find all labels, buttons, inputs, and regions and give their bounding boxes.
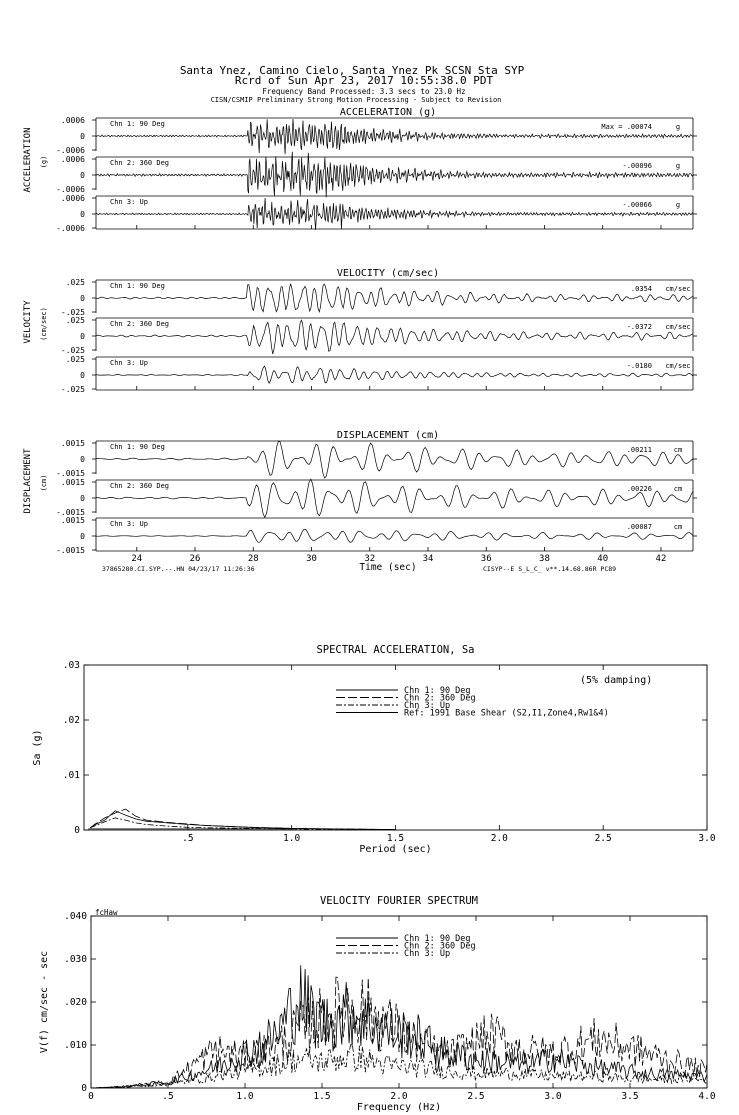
displacement-ytick-label: -.0015 (56, 546, 85, 555)
displacement-channel-label: Chn 2: 360 Deg (110, 482, 170, 490)
acceleration-trace-channel-3 (96, 198, 693, 230)
displacement-peak-label: .00211 (626, 446, 652, 454)
fourier-series-2 (91, 977, 707, 1088)
fourier-xtick-label: 2.5 (467, 1091, 485, 1102)
spectral-title: SPECTRAL ACCELERATION, Sa (316, 644, 475, 656)
acceleration-ytick-label: -.0006 (56, 224, 85, 233)
displacement-ytick-label: 0 (80, 494, 85, 503)
time-xtick-label: 30 (306, 554, 317, 564)
velocity-peak-unit: cm/sec (665, 362, 691, 370)
velocity-ytick-label: 0 (80, 371, 85, 380)
spectral-xtick-label: 2.0 (490, 833, 508, 844)
fourier-ytick-label: .040 (64, 911, 87, 922)
fourier-legend-label: Chn 3: Up (404, 949, 451, 959)
fourier-title: VELOCITY FOURIER SPECTRUM (319, 895, 479, 907)
acceleration-peak-unit: g (675, 201, 681, 209)
acceleration-ytick-label: .0006 (60, 155, 85, 164)
fourier-ytick-label: .010 (64, 1040, 87, 1051)
footer-left-label: 37865280.CI.SYP.--.HN 04/23/17 11:26:36 (102, 565, 255, 573)
velocity-ylabel: VELOCITY (23, 300, 33, 344)
velocity-ytick-label: 0 (80, 332, 85, 341)
footer-right-label: CISYP--E S_L_C_ v**.14.68.86R PC89 (483, 565, 617, 573)
fourier-ytick-label: .020 (64, 997, 87, 1008)
time-xtick-label: 28 (247, 554, 259, 564)
spectral-ylabel: Sa (g) (32, 729, 43, 766)
displacement-ytick-label: .0015 (60, 478, 85, 487)
acceleration-channel-label: Chn 1: 90 Deg (110, 120, 165, 128)
velocity-ytick-label: -.025 (60, 308, 85, 317)
header-line-4: CISN/CSMIP Preliminary Strong Motion Processing - Subject to Revision (210, 96, 502, 104)
displacement-title: DISPLACEMENT (cm) (336, 430, 440, 441)
fourier-xlabel: Frequency (Hz) (356, 1102, 442, 1113)
spectral-xtick-label: 3.0 (698, 833, 716, 844)
displacement-ylabel: DISPLACEMENT (23, 448, 33, 514)
acceleration-peak-label: -.00066 (622, 201, 652, 209)
velocity-channel-label: Chn 3: Up (110, 359, 148, 367)
acceleration-peak-unit: g (675, 123, 681, 131)
time-xtick-label: 26 (189, 554, 201, 564)
spectral-legend-label: Chn 1: 90 Deg (404, 686, 471, 696)
displacement-ytick-label: 0 (80, 455, 85, 464)
time-xtick-label: 36 (480, 554, 492, 564)
velocity-peak-unit: cm/sec (665, 323, 691, 331)
velocity-trace-channel-3 (96, 366, 693, 383)
fourier-xtick-label: 1.5 (313, 1091, 331, 1102)
spectral-xtick-label: 1.0 (283, 833, 301, 844)
acceleration-trace-channel-2 (96, 152, 693, 198)
acceleration-ylabel: ACCELERATION (23, 127, 33, 193)
acceleration-ytick-label: 0 (80, 171, 85, 180)
velocity-ytick-label: .025 (65, 316, 85, 325)
displacement-peak-unit: cm (673, 485, 683, 493)
spectral-legend-label: Chn 2: 360 Deg (404, 693, 476, 704)
displacement-peak-unit: cm (673, 523, 683, 531)
acceleration-ytick-label: -.0006 (56, 146, 85, 155)
velocity-channel-label: Chn 1: 90 Deg (110, 282, 165, 290)
fourier-xtick-label: .5 (162, 1091, 174, 1102)
fourier-ytick-label: .030 (64, 954, 87, 965)
acceleration-ytick-label: -.0006 (56, 185, 85, 194)
spectral-xtick-label: .5 (182, 833, 194, 844)
acceleration-peak-unit: g (675, 162, 681, 170)
displacement-trace-channel-2 (96, 479, 693, 517)
spectral-ytick-label: 0 (74, 825, 80, 836)
fourier-xtick-label: 0 (88, 1091, 94, 1102)
velocity-peak-label: -.0372 (626, 323, 652, 331)
spectral-acceleration-panel (32, 644, 716, 855)
velocity-trace-channel-2 (96, 320, 693, 354)
spectral-ytick-label: .01 (62, 770, 80, 781)
time-xtick-label: 40 (597, 554, 609, 564)
displacement-ytick-label: .0015 (60, 516, 85, 525)
displacement-channel-label: Chn 1: 90 Deg (110, 443, 165, 451)
spectral-ytick-label: .02 (62, 715, 80, 726)
acceleration-ytick-label: .0006 (60, 116, 85, 125)
acceleration-ytick-label: 0 (80, 210, 85, 219)
velocity-ytick-label: .025 (65, 278, 85, 287)
spectral-xtick-label: 1.5 (386, 833, 405, 844)
displacement-ytick-label: -.0015 (56, 508, 85, 517)
displacement-ytick-label: 0 (80, 532, 85, 541)
spectral-xtick-label: 2.5 (594, 833, 612, 844)
velocity-peak-label: -.0180 (626, 362, 652, 370)
velocity-peak-label: .0354 (630, 285, 652, 293)
acceleration-ytick-label: 0 (80, 132, 85, 141)
velocity-channel-label: Chn 2: 360 Deg (110, 320, 170, 328)
time-axis-label: Time (sec) (359, 562, 417, 573)
spectral-series-3 (90, 818, 395, 830)
fourier-corner-label: fcHaw (95, 908, 118, 917)
spectral-xlabel: Period (sec) (359, 844, 432, 855)
fourier-ytick-label: 0 (81, 1083, 87, 1094)
displacement-peak-label: .00226 (626, 485, 652, 493)
displacement-ytick-label: .0015 (60, 439, 85, 448)
time-history-panels (23, 107, 697, 564)
velocity-peak-unit: cm/sec (665, 285, 691, 293)
displacement-peak-unit: cm (673, 446, 683, 454)
time-xtick-label: 32 (364, 554, 376, 564)
spectral-ytick-label: .03 (62, 660, 80, 671)
fourier-legend-label: Chn 2: 360 Deg (404, 941, 476, 952)
displacement-trace-channel-1 (96, 441, 693, 478)
displacement-unit-label: (cm) (40, 474, 48, 492)
fourier-xtick-label: 3.0 (544, 1091, 562, 1102)
time-xtick-label: 24 (131, 554, 143, 564)
velocity-fourier-panel (39, 895, 716, 1113)
acceleration-peak-label: -.00096 (622, 162, 652, 170)
displacement-channel-label: Chn 3: Up (110, 520, 148, 528)
time-xtick-label: 34 (422, 554, 434, 564)
fourier-ylabel: V(f) cm/sec - sec (39, 950, 50, 1054)
spectral-legend-label: Chn 3: Up (404, 701, 451, 711)
spectral-legend-label: Ref: 1991 Base Shear (S2,I1,Zone4,Rw1&4) (404, 708, 609, 719)
acceleration-ytick-label: .0006 (60, 194, 85, 203)
acceleration-title: ACCELERATION (g) (339, 107, 437, 118)
acceleration-peak-label: Max = .00074 (601, 123, 652, 131)
acceleration-unit-label: (g) (40, 155, 48, 169)
header-line-1: Santa Ynez, Camino Cielo, Santa Ynez Pk SCSN Sta SYP (179, 64, 525, 77)
velocity-trace-channel-1 (96, 284, 693, 312)
velocity-ytick-label: -.025 (60, 346, 85, 355)
header-line-2: Rcrd of Sun Apr 23, 2017 10:55:38.0 PDT (234, 74, 494, 87)
fourier-xtick-label: 1.0 (236, 1091, 254, 1102)
header-line-3: Frequency Band Processed: 3.3 secs to 23.0 Hz (262, 87, 466, 96)
time-xtick-label: 38 (539, 554, 550, 564)
velocity-ytick-label: -.025 (60, 385, 85, 394)
displacement-ytick-label: -.0015 (56, 469, 85, 478)
fourier-xtick-label: 2.0 (390, 1091, 408, 1102)
displacement-trace-channel-3 (96, 529, 693, 542)
damping-annotation: (5% damping) (580, 675, 653, 686)
fourier-xtick-label: 3.5 (621, 1091, 639, 1102)
velocity-unit-label: (cm/sec) (40, 307, 48, 341)
velocity-title: VELOCITY (cm/sec) (336, 268, 440, 279)
acceleration-channel-label: Chn 2: 360 Deg (110, 159, 170, 167)
displacement-peak-label: .00087 (626, 523, 652, 531)
time-xtick-label: 42 (655, 554, 667, 564)
acceleration-channel-label: Chn 3: Up (110, 198, 148, 206)
fourier-legend-label: Chn 1: 90 Deg (404, 934, 471, 944)
velocity-ytick-label: .025 (65, 355, 85, 364)
fourier-xtick-label: 4.0 (698, 1091, 716, 1102)
velocity-ytick-label: 0 (80, 294, 85, 303)
